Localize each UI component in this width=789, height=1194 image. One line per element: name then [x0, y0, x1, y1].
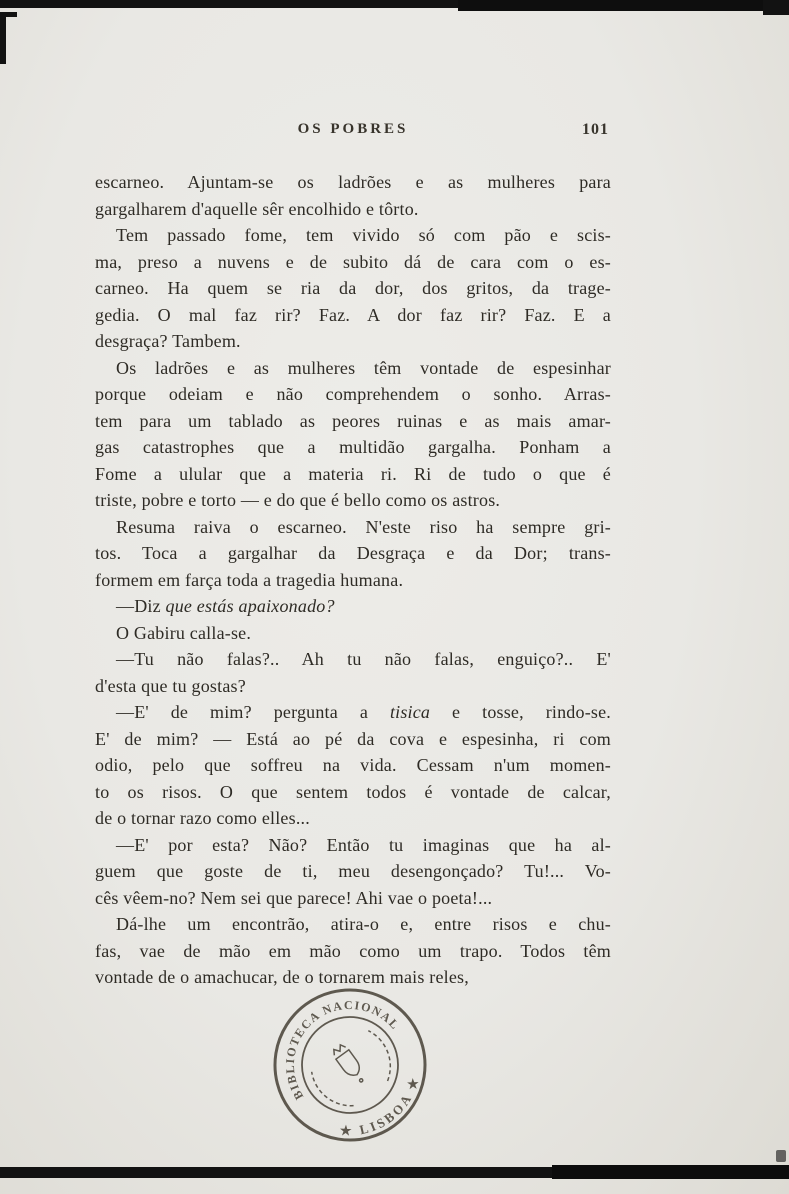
text-line [95, 620, 611, 647]
text-segment: —Diz [116, 596, 166, 616]
text-line [95, 408, 611, 435]
text-segment: porque odeiam e não comprehendem o sonho. Arras- [95, 384, 611, 404]
text-segment: desgraça? Tambem. [95, 331, 241, 351]
text-segment: to os risos. O que sentem todos é vontade de calcar, [95, 781, 611, 802]
text-line [95, 858, 611, 885]
text-segment: —E' por esta? Não? Então tu imaginas que ha al- [116, 834, 611, 855]
text-line [95, 196, 611, 223]
scan-artifact-bottom-right-smudge [776, 1150, 786, 1162]
text-line [95, 487, 611, 514]
stamp-top-text: BIBLIOTECA NACIONAL [282, 997, 403, 1103]
page-header [95, 121, 611, 145]
scan-artifact-bottom-edge [0, 1167, 789, 1178]
text-segment: Dá-lhe um encontrão, atira-o e, entre risos e chu- [116, 914, 611, 934]
text-segment: O Gabiru calla-se. [116, 622, 252, 643]
text-line [95, 567, 611, 594]
text-segment: ma, preso a nuvens e de subito dá de cara com o es- [95, 251, 611, 272]
text-segment: que estás apaixonado? [165, 596, 335, 616]
text-line [95, 726, 611, 753]
text-segment: formem em farça toda a tragedia humana. [95, 569, 404, 590]
scan-artifact-top-right-corner [763, 0, 789, 15]
text-segment: escarneo. Ajuntam-se os ladrões e as mulheres para [95, 172, 611, 192]
text-line [95, 434, 611, 461]
text-segment: tos. Toca a gargalhar da Desgraça e da Dor; trans- [95, 543, 611, 563]
text-line [95, 381, 611, 408]
stamp-bottom-text: ★ LISBOA ★ [339, 1073, 423, 1139]
text-segment: —E' de mim? pergunta a [116, 702, 390, 722]
text-line [95, 169, 611, 196]
scan-artifact-left-bracket [0, 12, 6, 64]
text-segment: d'esta que tu gostas? [95, 675, 246, 696]
scan-artifact-top-edge [0, 0, 789, 8]
text-line [95, 302, 611, 329]
text-segment: Os ladrões e as mulheres têm vontade de espesinhar [116, 357, 611, 378]
text-block [95, 169, 611, 991]
text-line [95, 832, 611, 859]
page-number: 101 [582, 121, 609, 138]
text-segment: triste, pobre e torto — e do que é bello como os astros. [95, 490, 501, 510]
text-line [95, 328, 611, 355]
text-line [95, 646, 611, 673]
text-line [95, 249, 611, 276]
text-line [95, 752, 611, 779]
text-segment: gargalharem d'aquelle sêr encolhido e tôrto. [95, 198, 419, 219]
text-segment: Tem passado fome, tem vivido só com pão e scis- [116, 225, 611, 245]
text-segment: odio, pelo que soffreu na vida. Cessam n'um momen- [95, 755, 611, 775]
text-segment: gedia. O mal faz rir? Faz. A dor faz rir? Faz. E a [95, 304, 611, 325]
stamp-outer-ring [245, 960, 455, 1170]
text-segment: cês vêem-no? Nem sei que parece! Ahi vae o poeta!... [95, 887, 493, 908]
text-segment: E' de mim? — Está ao pé da cova e espesinha, ri com [95, 728, 611, 749]
text-segment: tisica [389, 702, 431, 722]
text-line [95, 540, 611, 567]
text-line [95, 514, 611, 541]
text-line [95, 222, 611, 249]
text-segment: fas, vae de mão em mão como um trapo. Todos têm [95, 940, 611, 961]
text-segment: Resuma raiva o escarneo. N'este riso ha sempre gri- [116, 516, 611, 537]
text-line [95, 805, 611, 832]
text-segment: gas catastrophes que a multidão gargalha. Ponham a [95, 437, 611, 457]
text-line [95, 355, 611, 382]
text-line [95, 593, 611, 620]
text-line [95, 699, 611, 726]
text-segment: de o tornar razo como elles... [95, 808, 310, 828]
running-title: OS POBRES [297, 121, 409, 137]
text-segment: e tosse, rindo-se. [430, 702, 611, 722]
text-line [95, 885, 611, 912]
text-segment: guem que goste de ti, meu desengonçado? Tu!... Vo- [95, 861, 611, 881]
text-segment: vontade de o amachucar, de o tornarem mais reles, [95, 967, 469, 987]
text-line [95, 673, 611, 700]
text-line [95, 461, 611, 488]
text-line [95, 275, 611, 302]
text-line [95, 911, 611, 938]
text-segment: Fome a ulular que a materia ri. Ri de tudo o que é [95, 463, 611, 484]
text-line [95, 779, 611, 806]
text-segment: —Tu não falas?.. Ah tu não falas, enguiço?.. E' [116, 649, 611, 669]
text-segment: carneo. Ha quem se ria da dor, dos gritos, da trage- [95, 278, 611, 298]
text-segment: tem para um tablado as peores ruinas e as mais amar- [95, 410, 611, 431]
